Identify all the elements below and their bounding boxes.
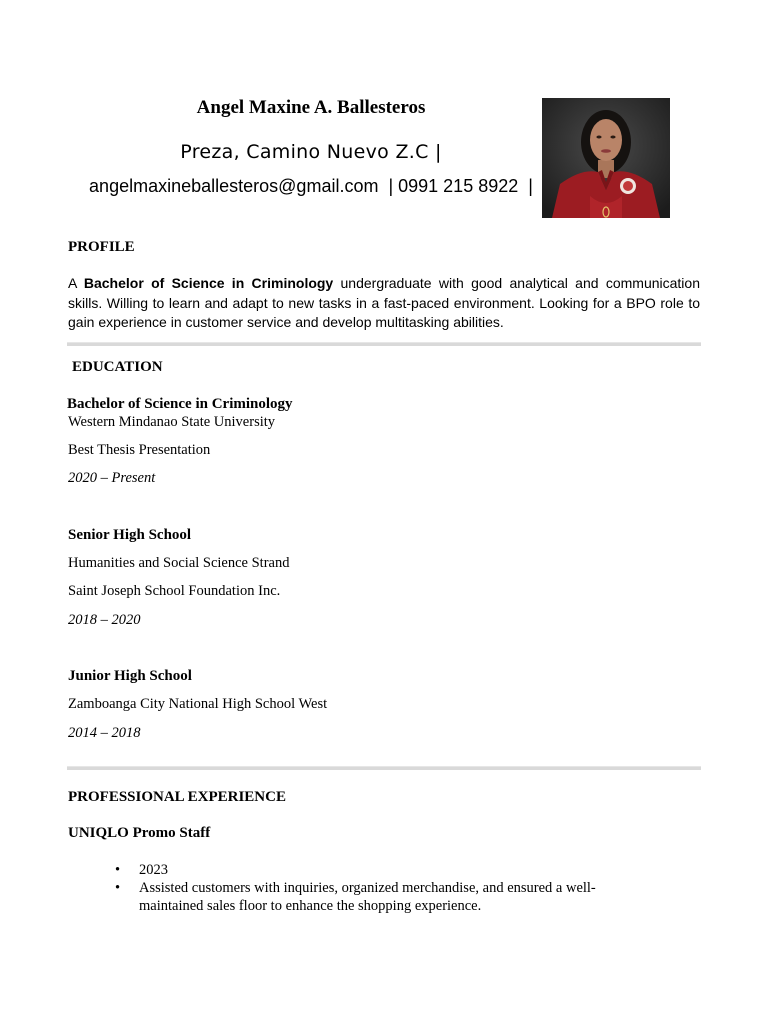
education-entry-institution: Zamboanga City National High School West bbox=[68, 696, 328, 712]
education-entry-dates: 2020 – Present bbox=[68, 470, 156, 486]
job-dates: 2023 bbox=[139, 862, 168, 878]
education-entry-institution: Saint Joseph School Foundation Inc. bbox=[68, 583, 281, 599]
portrait-image bbox=[542, 98, 670, 218]
experience-heading: PROFESSIONAL EXPERIENCE bbox=[68, 789, 286, 805]
profile-degree-highlight: Bachelor of Science in Criminology bbox=[83, 275, 334, 291]
profile-heading: PROFILE bbox=[68, 239, 135, 255]
job-bullets bbox=[115, 861, 635, 915]
job-title: UNIQLO Promo Staff bbox=[68, 825, 211, 841]
contact-line: angelmaxineballesteros@gmail.com | 0991 215 8922 | bbox=[89, 176, 533, 196]
education-entry-award: Best Thesis Presentation bbox=[68, 442, 211, 458]
profile-photo bbox=[542, 98, 670, 218]
job-description: Assisted customers with inquiries, organized merchandise, and ensured a well-maintained sales floor to enhance the shopping experience. bbox=[139, 880, 596, 914]
profile-summary bbox=[68, 274, 700, 333]
education-entry-dates: 2014 – 2018 bbox=[68, 725, 141, 741]
list-item bbox=[115, 861, 635, 879]
section-divider bbox=[67, 766, 701, 770]
bullet-icon: • bbox=[115, 880, 121, 896]
education-heading: EDUCATION bbox=[72, 359, 163, 375]
section-divider bbox=[67, 342, 701, 346]
bullet-icon: • bbox=[115, 862, 121, 878]
education-entry-title: Junior High School bbox=[68, 668, 192, 684]
education-entry-dates: 2018 – 2020 bbox=[68, 612, 141, 628]
education-entry-title: Bachelor of Science in Criminology bbox=[67, 396, 293, 412]
list-item bbox=[115, 879, 635, 915]
address: Preza, Camino Nuevo Z.C | bbox=[180, 141, 442, 163]
education-entry-institution: Western Mindanao State University bbox=[68, 414, 276, 430]
candidate-name: Angel Maxine A. Ballesteros bbox=[196, 97, 426, 118]
education-entry-title: Senior High School bbox=[68, 527, 192, 543]
profile-prefix: A bbox=[68, 275, 84, 291]
education-entry-strand: Humanities and Social Science Strand bbox=[68, 555, 290, 571]
profile-text-rest: undergraduate with good analytical and communication skills. Willing to learn and adapt to new tasks in a fast-paced environment. Looking for a BPO role to gain experience in customer service and develop multitasking abilities. bbox=[68, 275, 700, 330]
